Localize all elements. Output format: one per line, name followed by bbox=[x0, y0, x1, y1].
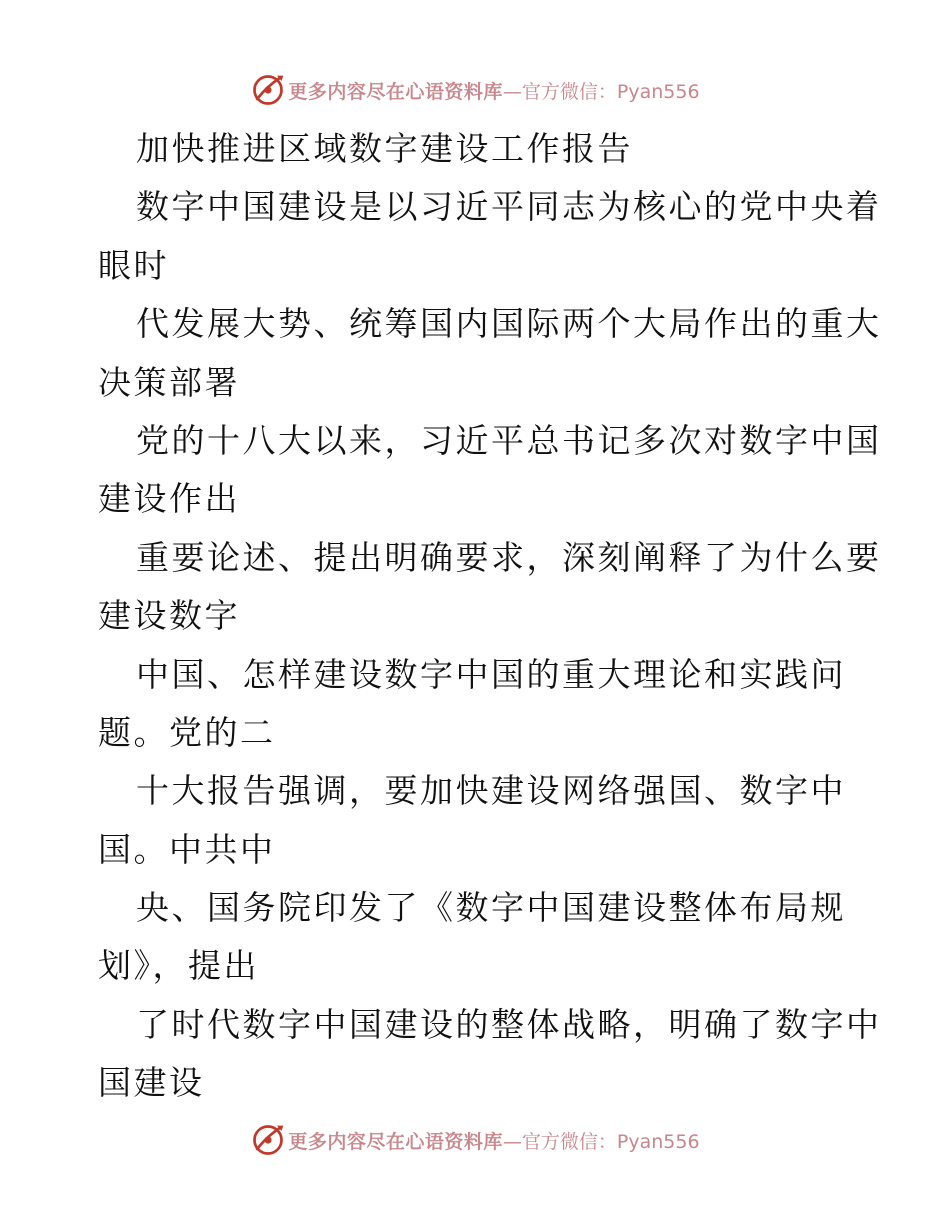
pen-logo-icon bbox=[250, 1122, 286, 1158]
text-line: 题。党的二 bbox=[98, 712, 276, 752]
header-banner-contact: —官方微信：Pyan556 bbox=[502, 80, 700, 103]
text-line: 国建设 bbox=[98, 1063, 205, 1103]
header-banner-text: 更多内容尽在心语资料库 bbox=[288, 80, 503, 103]
text-line: 党的十八大以来，习近平总书记多次对数字中国 bbox=[136, 420, 882, 460]
text-line: 建设作出 bbox=[98, 479, 240, 519]
document-body bbox=[98, 120, 882, 1113]
footer-banner-contact: —官方微信：Pyan556 bbox=[502, 1130, 700, 1153]
text-line: 眼时 bbox=[98, 245, 169, 285]
pen-logo-icon bbox=[250, 72, 286, 108]
document-title: 加快推进区域数字建设工作报告 bbox=[136, 129, 633, 168]
text-line: 十大报告强调，要加快建设网络强国、数字中 bbox=[136, 771, 846, 811]
text-line: 决策部署 bbox=[98, 362, 240, 402]
text-line: 数字中国建设是以习近平同志为核心的党中央着 bbox=[136, 187, 882, 227]
footer-banner bbox=[0, 1120, 950, 1160]
footer-banner-text: 更多内容尽在心语资料库 bbox=[288, 1130, 503, 1153]
header-banner bbox=[0, 70, 950, 110]
text-line: 中国、怎样建设数字中国的重大理论和实践问 bbox=[136, 654, 846, 694]
text-line: 国。中共中 bbox=[98, 829, 276, 869]
text-line: 划》，提出 bbox=[98, 946, 259, 986]
text-line: 了时代数字中国建设的整体战略，明确了数字中 bbox=[136, 1004, 882, 1044]
text-line: 代发展大势、统筹国内国际两个大局作出的重大 bbox=[136, 304, 882, 344]
text-line: 重要论述、提出明确要求，深刻阐释了为什么要 bbox=[136, 537, 882, 577]
text-line: 央、国务院印发了《数字中国建设整体布局规 bbox=[136, 888, 846, 928]
text-line: 建设数字 bbox=[98, 596, 240, 636]
